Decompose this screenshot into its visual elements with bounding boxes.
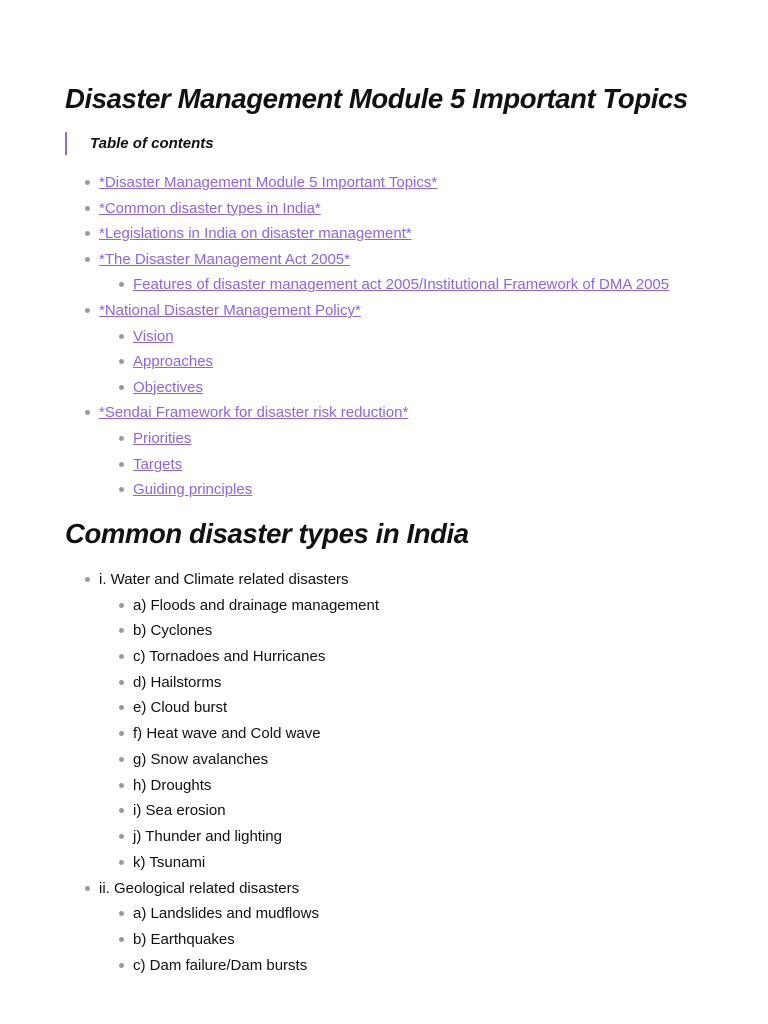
disaster-item-label: a) Landslides and mudflows xyxy=(133,905,319,923)
disaster-item-label: e) Cloud burst xyxy=(133,699,228,717)
bullet-icon xyxy=(119,808,124,813)
toc-item xyxy=(65,223,755,244)
bullet-icon xyxy=(119,680,124,685)
disaster-item xyxy=(99,723,755,744)
bullet-icon xyxy=(85,257,90,262)
disaster-item xyxy=(99,672,755,693)
table-of-contents xyxy=(65,172,755,505)
disaster-item-label: b) Earthquakes xyxy=(133,930,235,948)
bullet-icon xyxy=(119,731,124,736)
disaster-item-label: c) Tornadoes and Hurricanes xyxy=(133,648,326,666)
disaster-item xyxy=(99,800,755,821)
toc-sublink[interactable]: Features of disaster management act 2005/Institutional Framework of DMA 2005 xyxy=(133,276,670,294)
disaster-item xyxy=(99,775,755,796)
disaster-item-label: b) Cyclones xyxy=(133,622,213,640)
disaster-item-label: c) Dam failure/Dam bursts xyxy=(133,956,308,974)
toc-subitem xyxy=(99,454,755,475)
disaster-types-list xyxy=(65,569,755,981)
bullet-icon xyxy=(119,654,124,659)
toc-link[interactable]: *Common disaster types in India* xyxy=(99,199,321,217)
disaster-group xyxy=(65,569,755,873)
bullet-icon xyxy=(85,180,90,185)
toc-subitem xyxy=(99,377,755,398)
toc-subitem xyxy=(99,274,755,295)
toc-subitem xyxy=(99,428,755,449)
bullet-icon xyxy=(85,410,90,415)
disaster-item-label: a) Floods and drainage management xyxy=(133,596,379,614)
disaster-item-label: d) Hailstorms xyxy=(133,673,222,691)
toc-sublist xyxy=(99,326,755,398)
bullet-icon xyxy=(119,860,124,865)
disaster-item-label: i) Sea erosion xyxy=(133,802,226,820)
disaster-item xyxy=(99,852,755,873)
toc-link[interactable]: *Sendai Framework for disaster risk reduction* xyxy=(99,404,409,422)
toc-sublist xyxy=(99,428,755,500)
bullet-icon xyxy=(119,385,124,390)
toc-sublink[interactable]: Guiding principles xyxy=(133,481,253,499)
bullet-icon xyxy=(119,462,124,467)
disaster-item-label: j) Thunder and lighting xyxy=(133,827,282,845)
disaster-item xyxy=(99,955,755,976)
disaster-item xyxy=(99,929,755,950)
bullet-icon xyxy=(119,628,124,633)
bullet-icon xyxy=(85,206,90,211)
bullet-icon xyxy=(119,487,124,492)
toc-heading: Table of contents xyxy=(90,135,214,152)
bullet-icon xyxy=(85,886,90,891)
toc-sublink[interactable]: Targets xyxy=(133,455,183,473)
toc-subitem xyxy=(99,326,755,347)
bullet-icon xyxy=(85,231,90,236)
bullet-icon xyxy=(119,334,124,339)
bullet-icon xyxy=(119,359,124,364)
disaster-item-label: k) Tsunami xyxy=(133,853,206,871)
disaster-item-label: h) Droughts xyxy=(133,776,212,794)
toc-link[interactable]: *National Disaster Management Policy* xyxy=(99,301,361,319)
section-heading: Common disaster types in India xyxy=(65,518,469,549)
bullet-icon xyxy=(119,783,124,788)
bullet-icon xyxy=(119,436,124,441)
bullet-icon xyxy=(119,757,124,762)
toc-heading-block xyxy=(65,132,214,155)
toc-link[interactable]: *Legislations in India on disaster management* xyxy=(99,225,412,243)
toc-link[interactable]: *Disaster Management Module 5 Important Topics* xyxy=(99,174,438,191)
toc-item xyxy=(65,198,755,219)
disaster-group-label: i. Water and Climate related disasters xyxy=(99,571,349,588)
disaster-item xyxy=(99,595,755,616)
bullet-icon xyxy=(119,705,124,710)
disaster-item xyxy=(99,620,755,641)
disaster-item xyxy=(99,826,755,847)
toc-sublink[interactable]: Objectives xyxy=(133,378,204,396)
toc-item xyxy=(65,402,755,500)
disaster-item xyxy=(99,697,755,718)
toc-link[interactable]: *The Disaster Management Act 2005* xyxy=(99,250,350,268)
disaster-item-label: f) Heat wave and Cold wave xyxy=(133,725,321,743)
disaster-item xyxy=(99,646,755,667)
bullet-icon xyxy=(119,911,124,916)
disaster-group-label: ii. Geological related disasters xyxy=(99,879,300,897)
bullet-icon xyxy=(119,937,124,942)
toc-item xyxy=(65,172,755,193)
disaster-sublist xyxy=(99,903,755,975)
disaster-item xyxy=(99,749,755,770)
bullet-icon xyxy=(119,963,124,968)
toc-item xyxy=(65,249,755,296)
toc-item xyxy=(65,300,755,398)
bullet-icon xyxy=(119,834,124,839)
page-title: Disaster Management Module 5 Important Topics xyxy=(65,83,688,114)
disaster-sublist xyxy=(99,595,755,873)
disaster-group xyxy=(65,878,755,976)
bullet-icon xyxy=(119,603,124,608)
disaster-item-label: g) Snow avalanches xyxy=(133,750,269,768)
toc-sublink[interactable]: Vision xyxy=(133,327,174,345)
bullet-icon xyxy=(85,577,90,582)
toc-sublink[interactable]: Priorities xyxy=(133,429,192,447)
toc-sublist xyxy=(99,274,755,295)
toc-sublink[interactable]: Approaches xyxy=(133,353,214,371)
bullet-icon xyxy=(119,282,124,287)
toc-subitem xyxy=(99,351,755,372)
bullet-icon xyxy=(85,308,90,313)
disaster-item xyxy=(99,903,755,924)
toc-subitem xyxy=(99,479,755,500)
